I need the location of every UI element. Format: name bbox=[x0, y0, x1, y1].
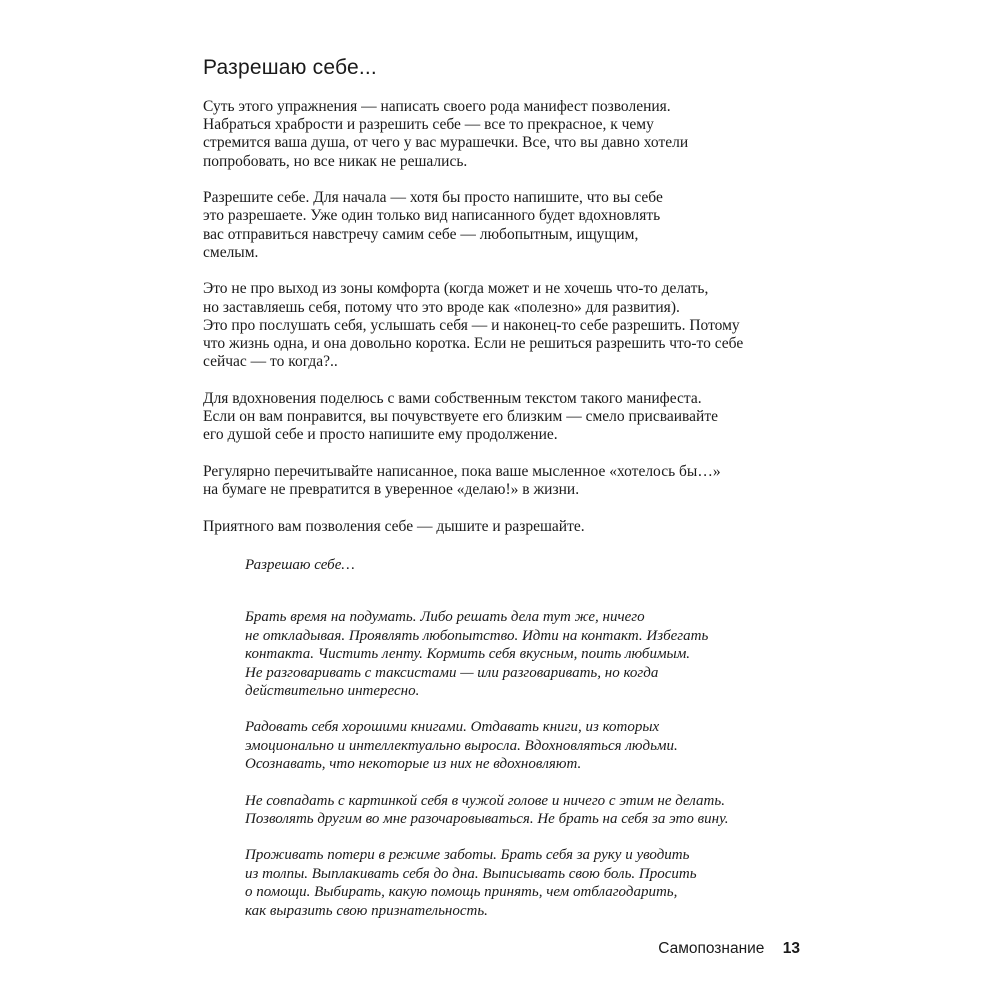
text-line: вас отправиться навстречу самим себе — любопытным, ищущим, bbox=[203, 225, 639, 243]
text-line: но заставляешь себя, потому что это вроде как «полезно» для развития). bbox=[203, 298, 680, 316]
text-line: Осознавать, что некоторые из них не вдохновляют. bbox=[245, 756, 582, 773]
text-line: смелым. bbox=[203, 243, 259, 261]
text-line: Если он вам понравится, вы почувствуете его близким — смело присваивайте bbox=[203, 408, 718, 426]
text-line: Не совпадать с картинкой себя в чужой голове и ничего с этим не делать. bbox=[245, 792, 725, 809]
paragraph bbox=[203, 390, 783, 445]
text-line: действительно интересно. bbox=[245, 683, 420, 700]
text-line: как выразить свою признательность. bbox=[245, 902, 488, 919]
page-footer bbox=[658, 940, 800, 958]
text-line: сейчас — то когда?.. bbox=[203, 353, 338, 371]
page-number: 13 bbox=[782, 940, 800, 957]
text-line: Разрешите себе. Для начала — хотя бы просто напишите, что вы себе bbox=[203, 189, 663, 207]
manifesto-heading: Разрешаю себе… bbox=[245, 557, 355, 573]
paragraph bbox=[203, 518, 783, 536]
text-line: попробовать, но все никак не решались. bbox=[203, 152, 468, 170]
text-line: его душой себе и просто напишите ему продолжение. bbox=[203, 426, 558, 444]
text-line: Набраться храбрости и разрешить себе — все то прекрасное, к чему bbox=[203, 116, 654, 134]
manifesto-paragraph bbox=[245, 846, 785, 920]
manifesto-paragraph bbox=[245, 608, 785, 700]
manifesto-paragraph bbox=[245, 718, 785, 773]
paragraph bbox=[203, 463, 783, 499]
text-line: Регулярно перечитывайте написанное, пока ваше мысленное «хотелось бы…» bbox=[203, 462, 721, 480]
text-line: не откладывая. Проявлять любопытство. Идти на контакт. Избегать bbox=[245, 627, 709, 644]
text-line: стремится ваша душа, от чего у вас мурашечки. Все, что вы давно хотели bbox=[203, 134, 689, 152]
text-line: из толпы. Выплакивать себя до дна. Выписывать свою боль. Просить bbox=[245, 865, 697, 882]
section-name: Самопознание bbox=[658, 940, 765, 957]
text-line: эмоционально и интеллектуально выросла. Вдохновляться людьми. bbox=[245, 737, 678, 754]
manifesto-block bbox=[245, 556, 785, 938]
page-title: Разрешаю себе... bbox=[203, 56, 377, 80]
text-line: что жизнь одна, и она довольно коротка. Если не решиться разрешить что-то себе bbox=[203, 335, 744, 353]
text-line: Для вдохновения поделюсь с вами собственным текстом такого манифеста. bbox=[203, 389, 702, 407]
text-line: Проживать потери в режиме заботы. Брать себя за руку и уводить bbox=[245, 847, 690, 864]
text-line: Радовать себя хорошими книгами. Отдавать книги, из которых bbox=[245, 719, 660, 736]
text-line: Позволять другим во мне разочаровываться. Не брать на себя за это вину. bbox=[245, 811, 729, 828]
text-line: это разрешаете. Уже один только вид написанного будет вдохновлять bbox=[203, 207, 661, 225]
text-line: Не разговаривать с таксистами — или разговаривать, но когда bbox=[245, 664, 659, 681]
text-line: Брать время на подумать. Либо решать дела тут же, ничего bbox=[245, 609, 645, 626]
text-line: Суть этого упражнения — написать своего рода манифест позволения. bbox=[203, 98, 671, 115]
text-line: Это про послушать себя, услышать себя — и наконец-то себе разрешить. Потому bbox=[203, 316, 740, 334]
text-line: Это не про выход из зоны комфорта (когда может и не хочешь что-то делать, bbox=[203, 280, 709, 298]
body-text bbox=[203, 98, 783, 554]
text-line: контакта. Чистить ленту. Кормить себя вкусным, поить любимым. bbox=[245, 646, 691, 663]
text-line: о помощи. Выбирать, какую помощь принять, чем отблагодарить, bbox=[245, 884, 678, 901]
paragraph bbox=[203, 189, 783, 262]
text-line: на бумаге не превратится в уверенное «делаю!» в жизни. bbox=[203, 481, 580, 499]
text-line: Приятного вам позволения себе — дышите и разрешайте. bbox=[203, 517, 585, 535]
paragraph bbox=[203, 98, 783, 171]
paragraph bbox=[203, 280, 783, 371]
manifesto-paragraph bbox=[245, 792, 785, 829]
